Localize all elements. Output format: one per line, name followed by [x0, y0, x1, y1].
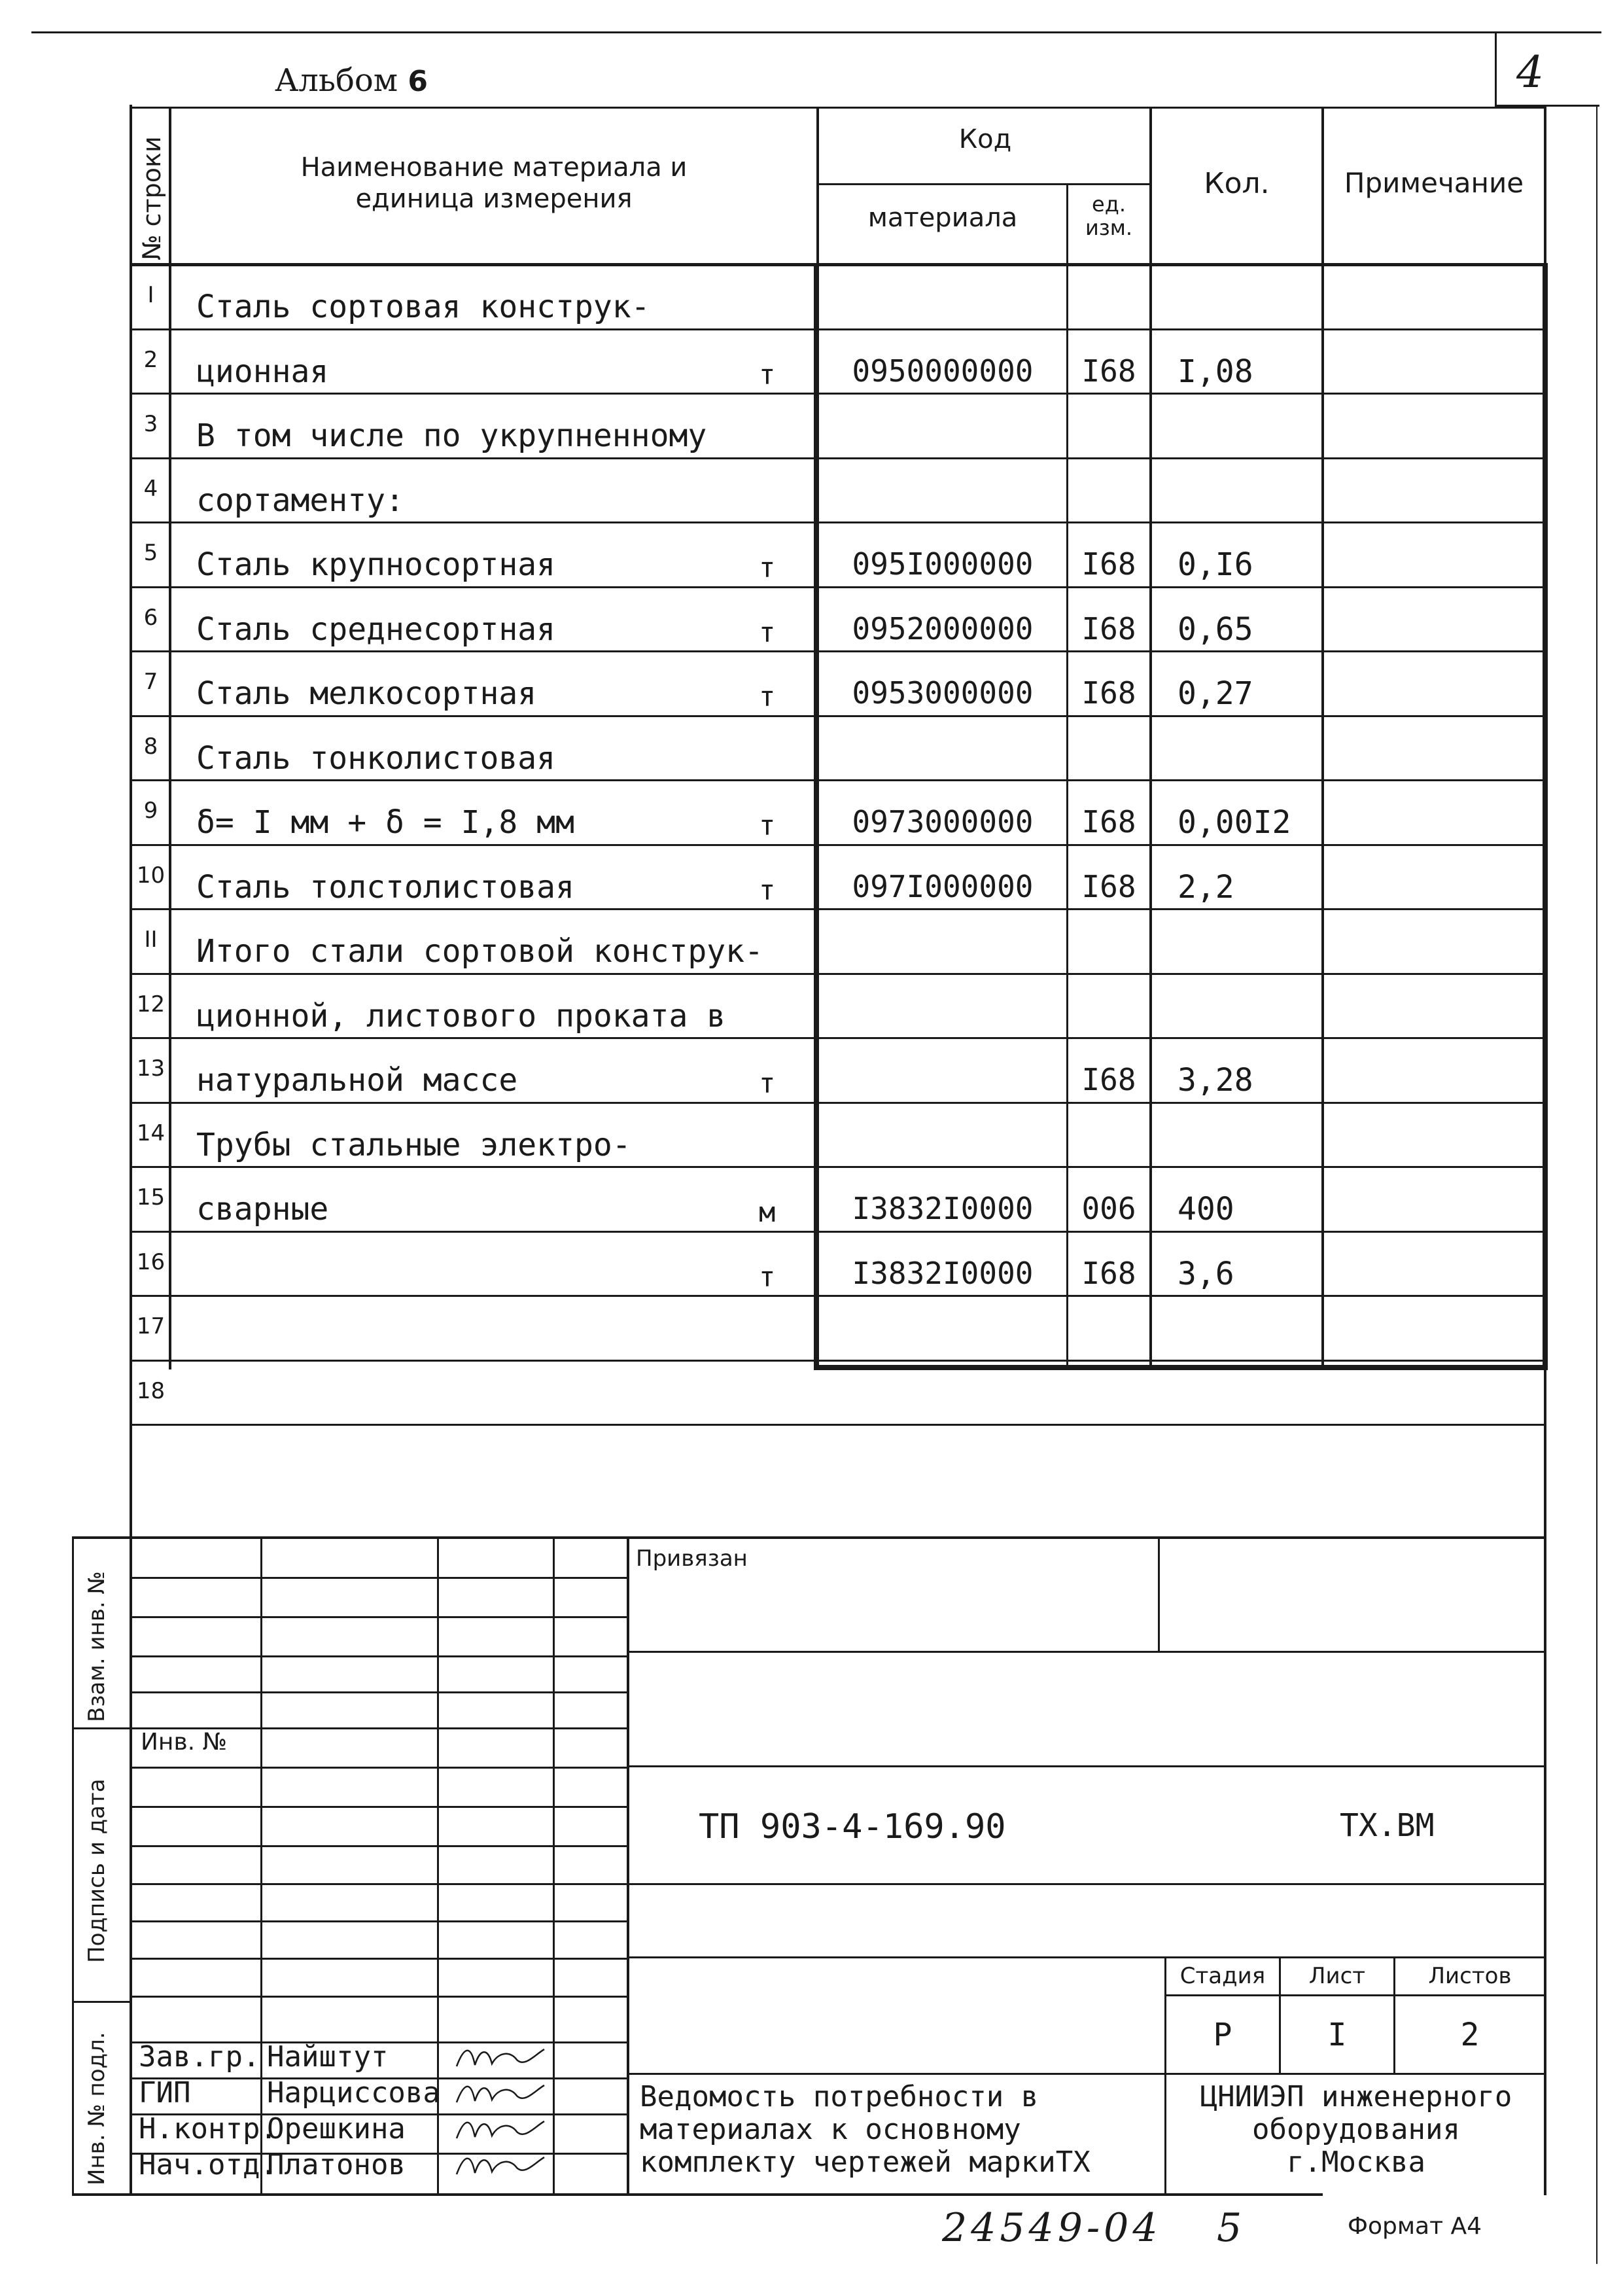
sheet-label: Лист — [1308, 1963, 1366, 1989]
signature-role: Нач.отд. — [139, 2148, 277, 2181]
row-material-code: 0952000000 — [852, 611, 1034, 646]
header-bottom-line — [130, 263, 1546, 266]
stamp-h-2 — [628, 1765, 1546, 1767]
row-name: натуральной массе — [196, 1062, 518, 1099]
row-line — [130, 1037, 1546, 1039]
row-line — [130, 1360, 1546, 1362]
row-number: 7 — [143, 669, 158, 695]
grid-col-1 — [260, 1536, 262, 2196]
side-split-2 — [72, 2001, 132, 2003]
data-frame-right — [1543, 263, 1548, 1370]
signature-name: Найштут — [267, 2040, 389, 2074]
signature-role: Зав.гр. — [139, 2040, 260, 2074]
row-unit-code: I68 — [1081, 611, 1136, 646]
row-name: ционная — [196, 353, 329, 390]
row-name: сварные — [196, 1191, 329, 1227]
row-quantity: 0,00I2 — [1178, 804, 1291, 841]
stage-h-2 — [628, 2073, 1546, 2075]
row-number: 3 — [143, 411, 158, 437]
frame-bottom-line — [72, 2193, 1323, 2196]
row-quantity: 3,28 — [1178, 1062, 1253, 1099]
row-number: 13 — [136, 1055, 166, 1082]
row-line — [130, 457, 1546, 459]
inv-no-label: Инв. № — [141, 1729, 228, 1756]
row-number: 10 — [136, 862, 166, 889]
stamp-grid-line — [132, 1616, 628, 1618]
album-label: Альбом 6 — [275, 62, 428, 99]
signature-name: Нарциссова — [267, 2076, 440, 2110]
stamp-grid-line — [132, 1691, 628, 1693]
row-line — [130, 650, 1546, 652]
frame-corner-left — [1495, 31, 1497, 107]
row-line — [130, 1231, 1546, 1233]
row-line — [130, 521, 1546, 523]
row-material-code: I3832I0000 — [852, 1256, 1034, 1291]
row-number: 8 — [143, 733, 158, 760]
privyazan-label: Привязан — [636, 1545, 748, 1572]
row-line — [130, 973, 1546, 975]
row-line — [130, 1166, 1546, 1168]
stamp-grid-line — [132, 1958, 628, 1960]
row-unit: т — [759, 1067, 776, 1099]
header-code-split — [816, 183, 1151, 185]
row-unit: т — [759, 680, 776, 713]
row-number: 16 — [136, 1249, 166, 1275]
row-number: 2 — [143, 347, 158, 373]
header-row-no: № строки — [137, 136, 166, 260]
signature-role: ГИП — [139, 2076, 191, 2110]
row-number: 18 — [136, 1378, 166, 1404]
row-name: ционной, листового проката в — [196, 998, 726, 1034]
row-line — [130, 844, 1546, 846]
row-number: 4 — [143, 476, 158, 502]
format-label: Формат А4 — [1348, 2213, 1482, 2240]
privyazan-split — [1158, 1536, 1160, 1653]
row-material-code: 0953000000 — [852, 675, 1034, 711]
signature-scribble — [451, 2148, 550, 2184]
header-name: Наименование материала и единица измерения — [300, 152, 688, 214]
stamp-left-line — [72, 1536, 74, 2196]
row-quantity: I,08 — [1178, 353, 1253, 390]
row-quantity: 0,27 — [1178, 675, 1253, 712]
grid-col-4 — [627, 1536, 629, 2196]
row-name: Сталь крупносортная — [196, 546, 556, 583]
stamp-title: Ведомость потребности в материалах к основному комплекту чертежей маркиТХ — [640, 2080, 1091, 2179]
row-unit-code: I68 — [1081, 869, 1136, 904]
row-quantity: 2,2 — [1178, 869, 1234, 906]
row-unit-code: I68 — [1081, 353, 1136, 389]
row-material-code: 097I000000 — [852, 869, 1034, 904]
row-line — [130, 715, 1546, 717]
row-unit-code: I68 — [1081, 804, 1136, 839]
side-label-podpis: Подпись и дата — [84, 1778, 110, 1963]
row-unit-code: I68 — [1081, 1256, 1136, 1291]
header-code: Код — [958, 124, 1012, 154]
page-number: 5 — [1217, 2205, 1242, 2251]
header-note: Примечание — [1344, 167, 1524, 199]
data-frame-left — [814, 263, 819, 1370]
row-quantity: 0,I6 — [1178, 546, 1253, 583]
signature-name: Орешкина — [267, 2112, 406, 2146]
row-unit: т — [759, 359, 776, 391]
row-number: 17 — [136, 1313, 166, 1339]
row-unit-code: I68 — [1081, 1062, 1136, 1097]
row-line — [130, 1102, 1546, 1104]
row-line — [130, 328, 1546, 330]
row-name: В том числе по укрупненному — [196, 417, 707, 454]
header-top-line — [130, 107, 1546, 109]
row-unit: т — [759, 874, 776, 906]
col-line-rowno — [169, 107, 171, 1369]
stamp-grid-line — [132, 1996, 628, 1998]
row-material-code: 0973000000 — [852, 804, 1034, 839]
stamp-grid-line — [132, 1845, 628, 1847]
row-material-code: 095I000000 — [852, 546, 1034, 582]
stamp-grid-line — [132, 1655, 628, 1657]
header-qty: Кол. — [1204, 167, 1270, 200]
row-quantity: 0,65 — [1178, 611, 1253, 648]
row-material-code: I3832I0000 — [852, 1191, 1034, 1226]
row-name: Сталь среднесортная — [196, 611, 556, 648]
stage-label: Стадия — [1179, 1963, 1266, 1989]
header-code-material: материала — [867, 203, 1018, 233]
row-unit: т — [759, 809, 776, 841]
row-name: Сталь мелкосортная — [196, 675, 537, 712]
stamp-h-3 — [628, 1883, 1546, 1885]
stamp-grid-line — [132, 1920, 628, 1922]
signature-name: Платонов — [267, 2148, 406, 2181]
stage-h-1 — [1164, 1994, 1546, 1996]
row-unit-code: 006 — [1081, 1191, 1136, 1226]
doc-mark: ТХ.ВМ — [1340, 1807, 1435, 1844]
side-label-vzam: Взам. инв. № — [84, 1571, 110, 1722]
row-unit-code: I68 — [1081, 546, 1136, 582]
side-label-inv: Инв. № подл. — [84, 2032, 110, 2185]
row-line — [130, 1424, 1546, 1426]
row-line — [130, 1295, 1546, 1297]
doc-code: ТП 903-4-169.90 — [699, 1807, 1006, 1846]
row-number: 12 — [136, 991, 166, 1017]
row-line — [130, 393, 1546, 395]
data-frame-bottom — [814, 1365, 1548, 1370]
row-unit: м — [759, 1196, 776, 1228]
row-unit: т — [759, 552, 776, 584]
row-quantity: 400 — [1178, 1191, 1234, 1227]
row-name: Трубы стальные электро- — [196, 1127, 631, 1163]
signature-role: Н.контр. — [139, 2112, 277, 2146]
row-quantity: 3,6 — [1178, 1256, 1234, 1292]
row-line — [130, 586, 1546, 588]
row-number: I — [147, 282, 154, 308]
sheet-corner-number: 4 — [1516, 47, 1544, 97]
side-col-line — [130, 1536, 132, 2196]
frame-far-right-line — [1596, 105, 1597, 2264]
stamp-grid-line — [132, 1883, 628, 1885]
row-number: 5 — [143, 540, 158, 566]
stamp-grid-line — [132, 1577, 628, 1579]
signature-scribble — [451, 2076, 550, 2112]
header-code-unit: ед. изм. — [1085, 192, 1133, 240]
sheet-value: I — [1327, 2017, 1347, 2053]
sheets-label: Листов — [1428, 1963, 1512, 1989]
row-name: сортаменту: — [196, 482, 404, 519]
stamp-grid-line — [132, 1767, 628, 1769]
stage-value: Р — [1213, 2017, 1232, 2053]
frame-top-line — [31, 31, 1601, 33]
inventory-number: 24549-04 — [942, 2205, 1162, 2251]
stamp-grid-line — [132, 1806, 628, 1808]
row-number: 9 — [143, 798, 158, 824]
row-line — [130, 908, 1546, 910]
side-split-1 — [72, 1727, 132, 1729]
row-name: Сталь тонколистовая — [196, 740, 556, 777]
stamp-org: ЦНИИЭП инженерного оборудования г.Москва — [1200, 2080, 1512, 2179]
row-unit-code: I68 — [1081, 675, 1136, 711]
grid-col-3 — [553, 1536, 555, 2196]
stamp-h-4 — [628, 1956, 1546, 1958]
row-line — [130, 779, 1546, 781]
stamp-h-1 — [628, 1651, 1546, 1653]
col-line-qty — [1149, 107, 1152, 1369]
row-number: 14 — [136, 1120, 166, 1146]
col-line-note — [1321, 107, 1324, 1369]
signature-scribble — [451, 2112, 550, 2148]
row-name: Итого стали сортовой конструк- — [196, 933, 763, 970]
row-unit: т — [759, 1261, 776, 1293]
row-number: 15 — [136, 1184, 166, 1210]
row-number: II — [144, 927, 158, 953]
row-material-code: 0950000000 — [852, 353, 1034, 389]
row-number: 6 — [143, 605, 158, 631]
signature-scribble — [451, 2040, 550, 2076]
sheets-value: 2 — [1460, 2017, 1480, 2053]
row-name: Сталь сортовая конструк- — [196, 289, 650, 325]
row-name: Сталь толстолистовая — [196, 869, 574, 906]
stamp-top-line — [72, 1536, 1546, 1539]
row-unit: т — [759, 616, 776, 648]
row-name: δ= I мм + δ = I,8 мм — [196, 804, 574, 841]
